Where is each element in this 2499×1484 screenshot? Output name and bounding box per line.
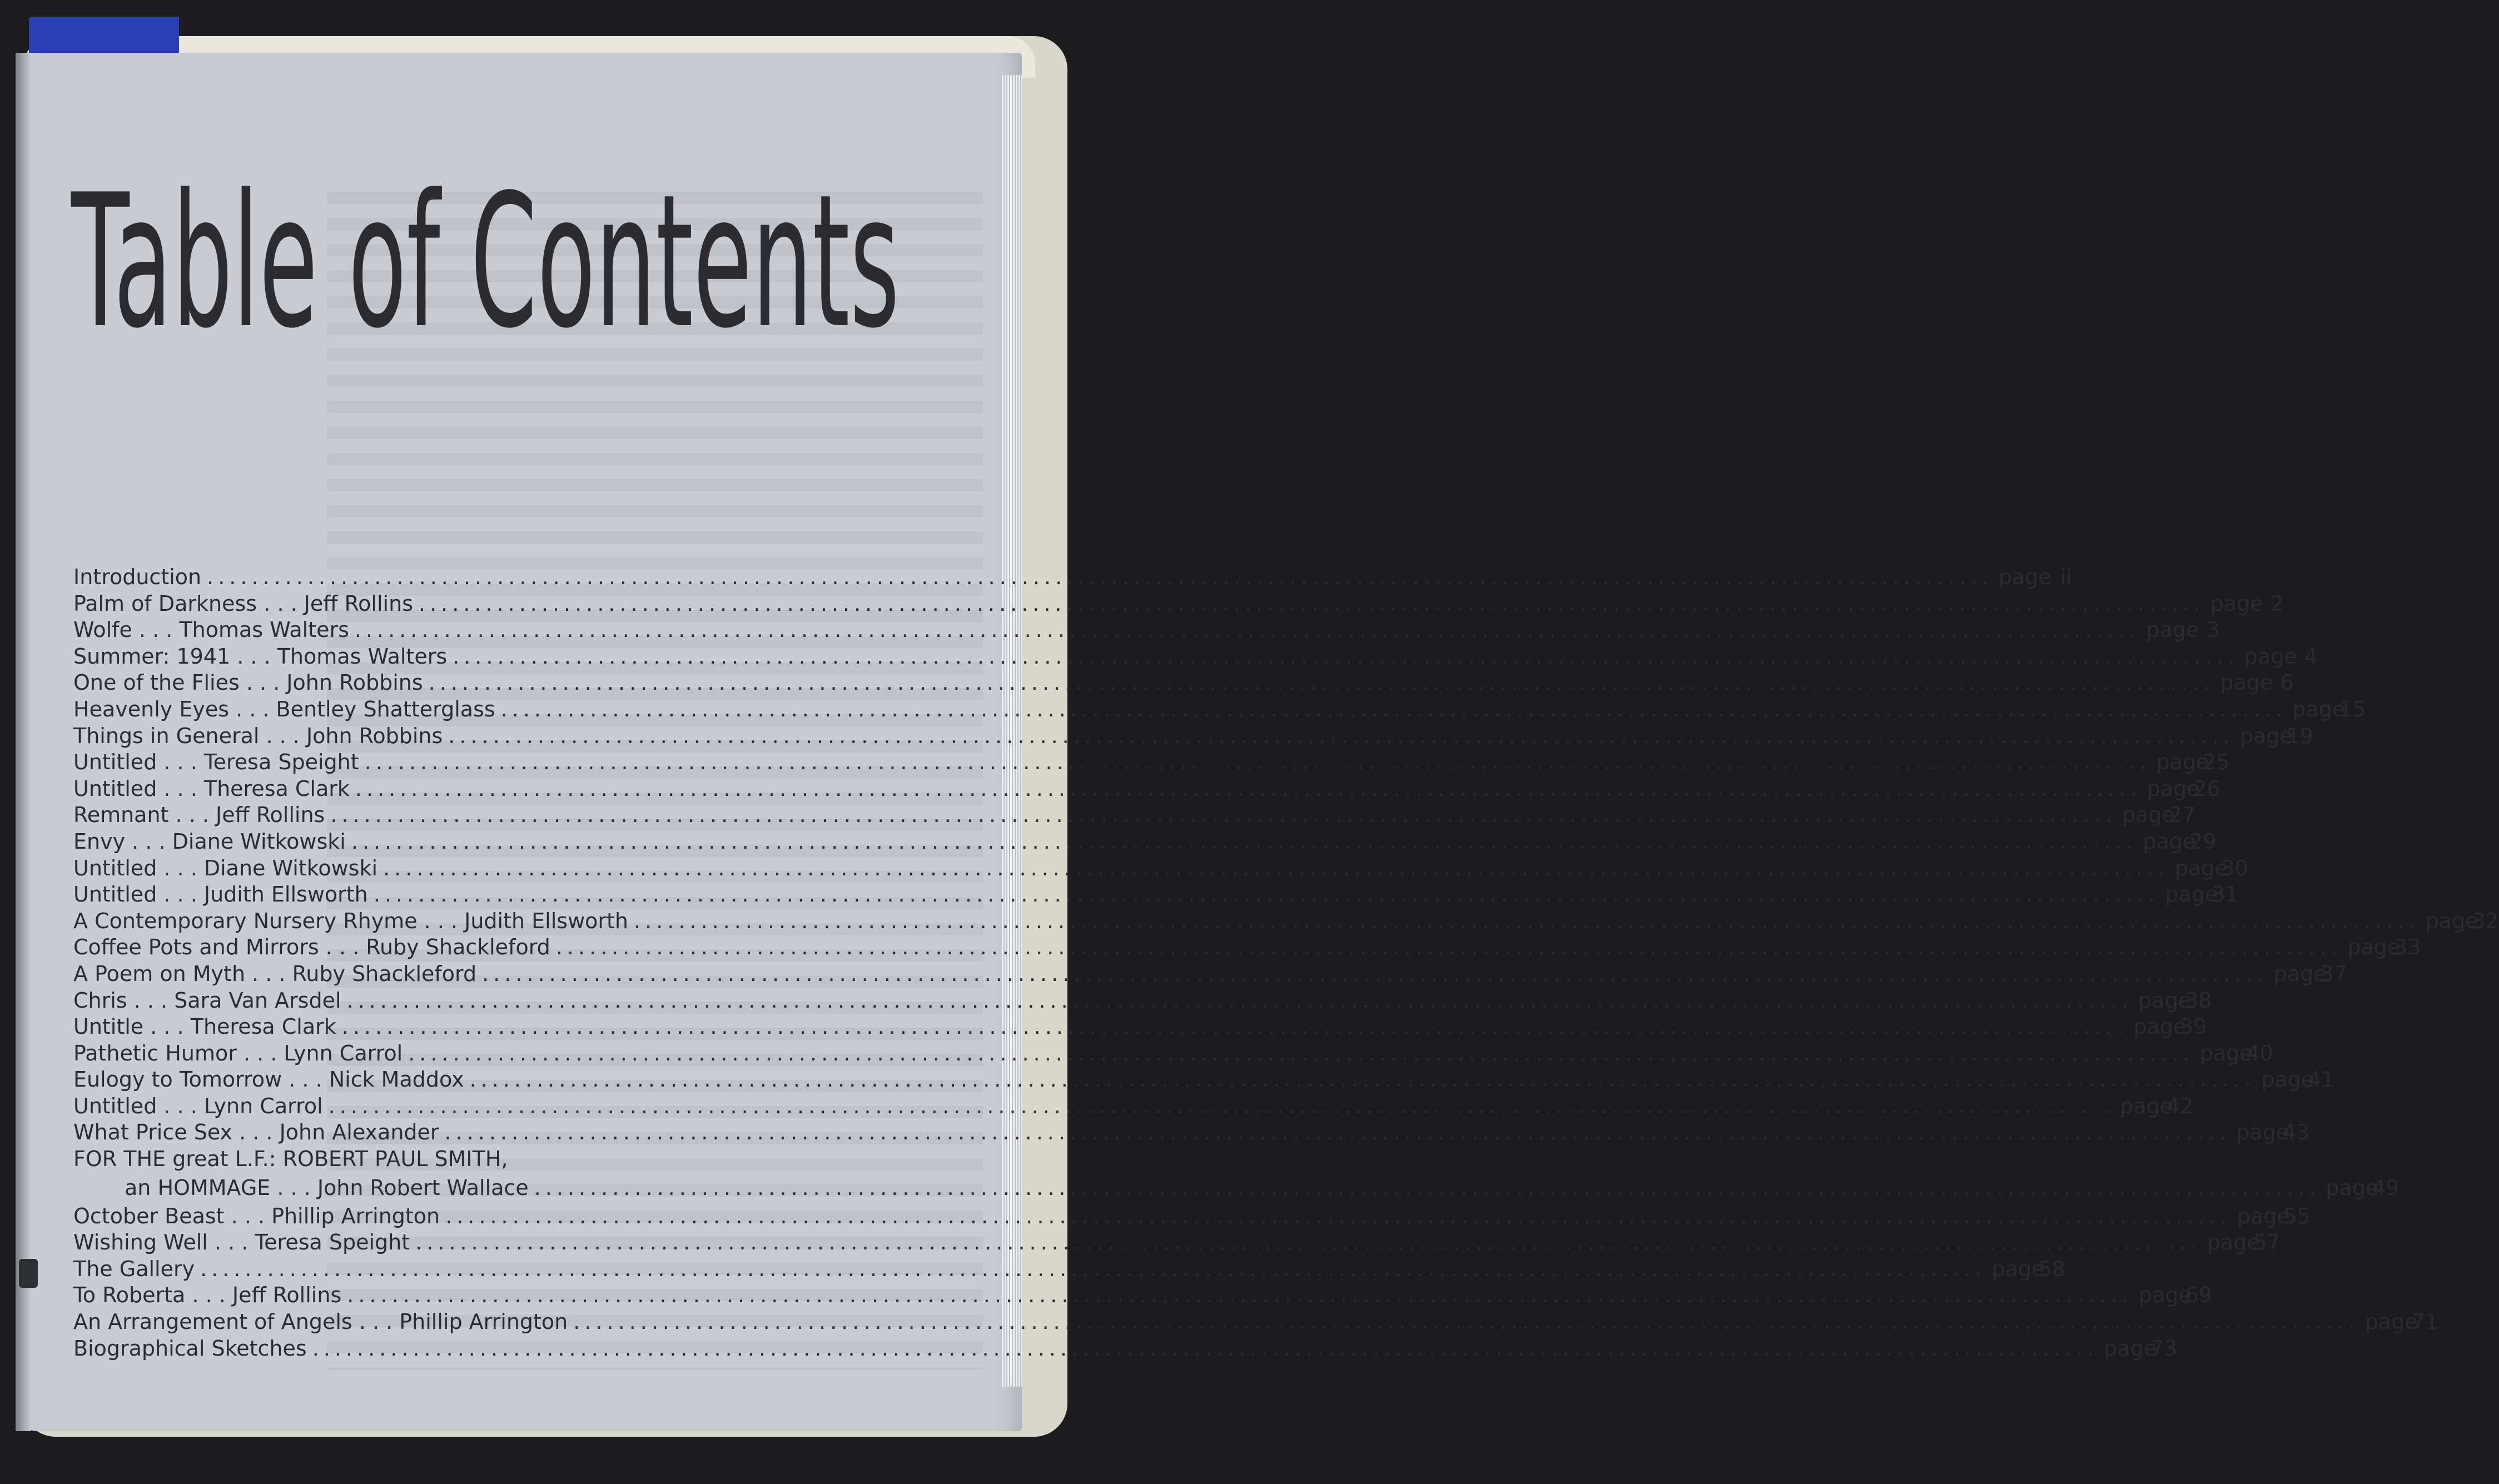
dot-leader: ................................................................................................................................................................	[355, 776, 2142, 801]
dot-leader: ................................................................................................................................................................	[330, 803, 2117, 828]
toc-entry	[73, 934, 2421, 961]
toc-page-number: 19	[2286, 723, 2313, 748]
dot-leader: ................................................................................................................................................................	[383, 855, 2169, 880]
toc-entry	[73, 1229, 2281, 1256]
toc-page-number: 6	[2280, 670, 2294, 695]
toc-page-number: 58	[2038, 1256, 2065, 1281]
toc-page-word: page	[1998, 565, 2051, 589]
toc-entry-title: What Price Sex . . . John Alexander	[73, 1120, 439, 1145]
dot-leader: ................................................................................................................................................................	[364, 750, 2151, 775]
toc-entry-title: A Poem on Myth . . . Ruby Shackleford	[73, 961, 477, 986]
dot-leader: ................................................................................................................................................................	[312, 1336, 2099, 1361]
dot-leader: ................................................................................................................................................................	[347, 1283, 2133, 1308]
dot-leader: ................................................................................................................................................................	[341, 1014, 2128, 1039]
dot-leader: ................................................................................................................................................................	[408, 1040, 2194, 1065]
toc-entry-title: Biographical Sketches	[73, 1336, 307, 1361]
toc-entry-title: Untitled . . . Theresa Clark	[73, 776, 350, 801]
toc-entry-title: Untitle . . . Theresa Clark	[73, 1014, 336, 1039]
dot-leader: ................................................................................................................................................................	[555, 935, 2342, 960]
dot-leader: ................................................................................................................................................................	[482, 961, 2268, 986]
toc-entry-title: The Gallery	[73, 1256, 195, 1281]
toc-page-word: page	[2122, 803, 2175, 828]
toc-page-word: page	[2220, 670, 2273, 695]
toc-entry	[73, 1282, 2212, 1309]
toc-page-number: 33	[2394, 935, 2421, 960]
toc-entry-title: Untitled . . . Teresa Speight	[73, 750, 359, 775]
toc-entry-title: Wishing Well . . . Teresa Speight	[73, 1230, 410, 1255]
toc-page-word: page	[2138, 988, 2192, 1013]
dot-leader: ................................................................................................................................................................	[444, 1120, 2231, 1145]
toc-page-number: 57	[2253, 1230, 2281, 1255]
dot-leader: ................................................................................................................................................................	[415, 1230, 2202, 1255]
book-page	[16, 53, 2499, 1431]
toc-entry	[73, 1336, 2178, 1362]
page-gutter	[16, 53, 31, 1431]
toc-page-word: page	[2236, 1120, 2289, 1145]
dot-leader: ................................................................................................................................................................	[469, 1067, 2256, 1092]
toc-page-number: 38	[2184, 988, 2212, 1013]
toc-page-word: page	[2244, 644, 2297, 669]
toc-page-number: 31	[2212, 882, 2239, 907]
toc-entry	[73, 1014, 2207, 1040]
toc-entry-title: October Beast . . . Phillip Arrington	[73, 1203, 440, 1228]
toc-entry	[73, 829, 2217, 855]
toc-page-number: 29	[2189, 829, 2217, 854]
toc-page-word: page	[2120, 1093, 2173, 1118]
toc-entry	[73, 591, 2284, 617]
toc-entry	[73, 670, 2294, 696]
toc-page-number: 42	[2166, 1093, 2194, 1118]
toc-page-number: ii	[2060, 565, 2072, 589]
toc-entry	[73, 1203, 2311, 1230]
toc-entry	[73, 802, 2196, 829]
toc-entry	[73, 1067, 2335, 1093]
toc-entry-title: One of the Flies . . . John Robbins	[73, 670, 423, 695]
toc-page-word: page	[2174, 855, 2228, 880]
toc-page-word: page	[2237, 1203, 2290, 1228]
toc-entry-title: Untitled . . . Lynn Carrol	[73, 1093, 323, 1118]
toc-page-word: page	[2143, 829, 2196, 854]
toc-page-word: page	[2347, 935, 2401, 960]
toc-page-word: page	[2146, 617, 2199, 643]
toc-entry	[73, 1119, 2310, 1146]
toc-page-word: page	[2210, 591, 2263, 616]
toc-entry-title: Remnant . . . Jeff Rollins	[73, 803, 325, 828]
toc-page-number: 69	[2185, 1283, 2212, 1308]
toc-entry-title: Envy . . . Diane Witkowski	[73, 829, 346, 854]
toc-entry	[73, 696, 2366, 723]
dot-leader: ................................................................................................................................................................	[500, 696, 2287, 721]
dot-leader: ................................................................................................................................................................	[448, 723, 2234, 748]
toc-page-number: 43	[2282, 1120, 2310, 1145]
toc-entry-title: Untitled . . . Diane Witkowski	[73, 855, 378, 880]
toc-page-word: page	[2326, 1175, 2379, 1200]
page-heading-text: Table of Contents	[69, 155, 900, 368]
toc-entry-title: Coffee Pots and Mirrors . . . Ruby Shackleford	[73, 935, 550, 960]
toc-entry	[73, 749, 2230, 776]
toc-page-number: 25	[2202, 750, 2230, 775]
toc-entry-title: An Arrangement of Angels . . . Phillip Arrington	[73, 1309, 568, 1334]
toc-page-number: 27	[2168, 803, 2196, 828]
dot-leader: ................................................................................................................................................................	[634, 908, 2420, 933]
toc-entry	[73, 1256, 2065, 1283]
dot-leader: ................................................................................................................................................................	[573, 1309, 2359, 1334]
toc-entry-title: Untitled . . . Judith Ellsworth	[73, 882, 368, 907]
toc-entry-title: Chris . . . Sara Van Arsdel	[73, 988, 341, 1013]
toc-page-number: 32	[2472, 908, 2499, 933]
toc-entry	[73, 1146, 930, 1173]
toc-entry	[73, 908, 2499, 935]
toc-page-number: 49	[2372, 1175, 2399, 1200]
toc-page-number: 37	[2320, 961, 2347, 986]
toc-entry	[73, 855, 2248, 882]
toc-page-word: page	[2104, 1336, 2157, 1361]
toc-page-number: 55	[2283, 1203, 2311, 1228]
toc-page-word: page	[2261, 1067, 2314, 1092]
toc-entry	[73, 1040, 2273, 1067]
toc-entry	[73, 1093, 2194, 1120]
toc-entry-title: Eulogy to Tomorrow . . . Nick Maddox	[73, 1067, 464, 1092]
toc-entry-title: Heavenly Eyes . . . Bentley Shatterglass	[73, 696, 495, 721]
dot-leader: ................................................................................................................................................................	[200, 1256, 1986, 1281]
binder-clip	[19, 1259, 38, 1288]
toc-page-word: page	[2425, 908, 2478, 933]
toc-entry	[73, 617, 2220, 644]
toc-page-number: 2	[2270, 591, 2284, 616]
toc-page-word: page	[2199, 1040, 2253, 1065]
toc-entry	[73, 1309, 2438, 1336]
toc-page-number: 4	[2304, 644, 2318, 669]
dot-leader: ................................................................................................................................................................	[351, 829, 2138, 854]
toc-page-number: 41	[2307, 1067, 2335, 1092]
toc-entry-title: A Contemporary Nursery Rhyme . . . Judith Ellsworth	[73, 908, 629, 933]
table-of-contents	[73, 564, 2499, 1362]
toc-entry	[73, 1173, 2399, 1203]
toc-entry-title: Palm of Darkness . . . Jeff Rollins	[73, 591, 413, 616]
toc-page-word: page	[2239, 723, 2293, 748]
toc-entry-title: Introduction	[73, 565, 202, 589]
page-heading	[69, 155, 905, 370]
toc-entry	[73, 723, 2313, 750]
toc-page-word: page	[2138, 1283, 2192, 1308]
toc-page-number: 26	[2193, 776, 2220, 801]
toc-entry-title: an HOMMAGE . . . John Robert Wallace	[125, 1175, 529, 1200]
dot-leader: ................................................................................................................................................................	[354, 617, 2141, 643]
toc-entry-title: Wolfe . . . Thomas Walters	[73, 617, 349, 643]
dot-leader: ................................................................................................................................................................	[346, 988, 2133, 1013]
dot-leader: ................................................................................................................................................................	[428, 670, 2215, 695]
toc-entry-title: Summer: 1941 . . . Thomas Walters	[73, 644, 448, 669]
dot-leader: ................................................................................................................................................................	[453, 644, 2239, 669]
toc-entry-title: Things in General . . . John Robbins	[73, 723, 443, 748]
toc-page-word: page	[2165, 882, 2218, 907]
toc-page-word: page	[2292, 696, 2346, 721]
toc-page-number: 71	[2411, 1309, 2438, 1334]
dot-leader: ................................................................................................................................................................	[419, 591, 2205, 616]
toc-entry	[73, 564, 2072, 591]
toc-entry-title: To Roberta . . . Jeff Rollins	[73, 1283, 342, 1308]
toc-page-number: 73	[2150, 1336, 2178, 1361]
toc-page-word: page	[1991, 1256, 2045, 1281]
toc-entry	[73, 644, 2318, 670]
toc-page-number: 30	[2221, 855, 2248, 880]
toc-page-word: page	[2156, 750, 2209, 775]
toc-entry-title: Pathetic Humor . . . Lynn Carrol	[73, 1040, 403, 1065]
toc-entry	[73, 882, 2239, 908]
dot-leader: ................................................................................................................................................................	[373, 882, 2160, 907]
dot-leader: ................................................................................................................................................................	[534, 1175, 2321, 1200]
dot-leader: ................................................................................................................................................................	[207, 565, 1993, 589]
toc-page-word: page	[2133, 1014, 2187, 1039]
toc-entry-title: FOR THE great L.F.: ROBERT PAUL SMITH,	[73, 1147, 508, 1172]
toc-page-number: 40	[2246, 1040, 2273, 1065]
toc-entry	[73, 988, 2212, 1014]
dot-leader: ................................................................................................................................................................	[445, 1203, 2232, 1228]
toc-page-number: 3	[2206, 617, 2220, 643]
toc-page-word: page	[2273, 961, 2327, 986]
toc-page-word: page	[2147, 776, 2200, 801]
toc-page-word: page	[2207, 1230, 2260, 1255]
toc-entry	[73, 961, 2347, 988]
dot-leader: ................................................................................................................................................................	[328, 1093, 2115, 1118]
toc-page-number: 15	[2338, 696, 2366, 721]
toc-page-number: 39	[2180, 1014, 2207, 1039]
toc-page-word: page	[2364, 1309, 2418, 1334]
toc-entry	[73, 776, 2220, 803]
